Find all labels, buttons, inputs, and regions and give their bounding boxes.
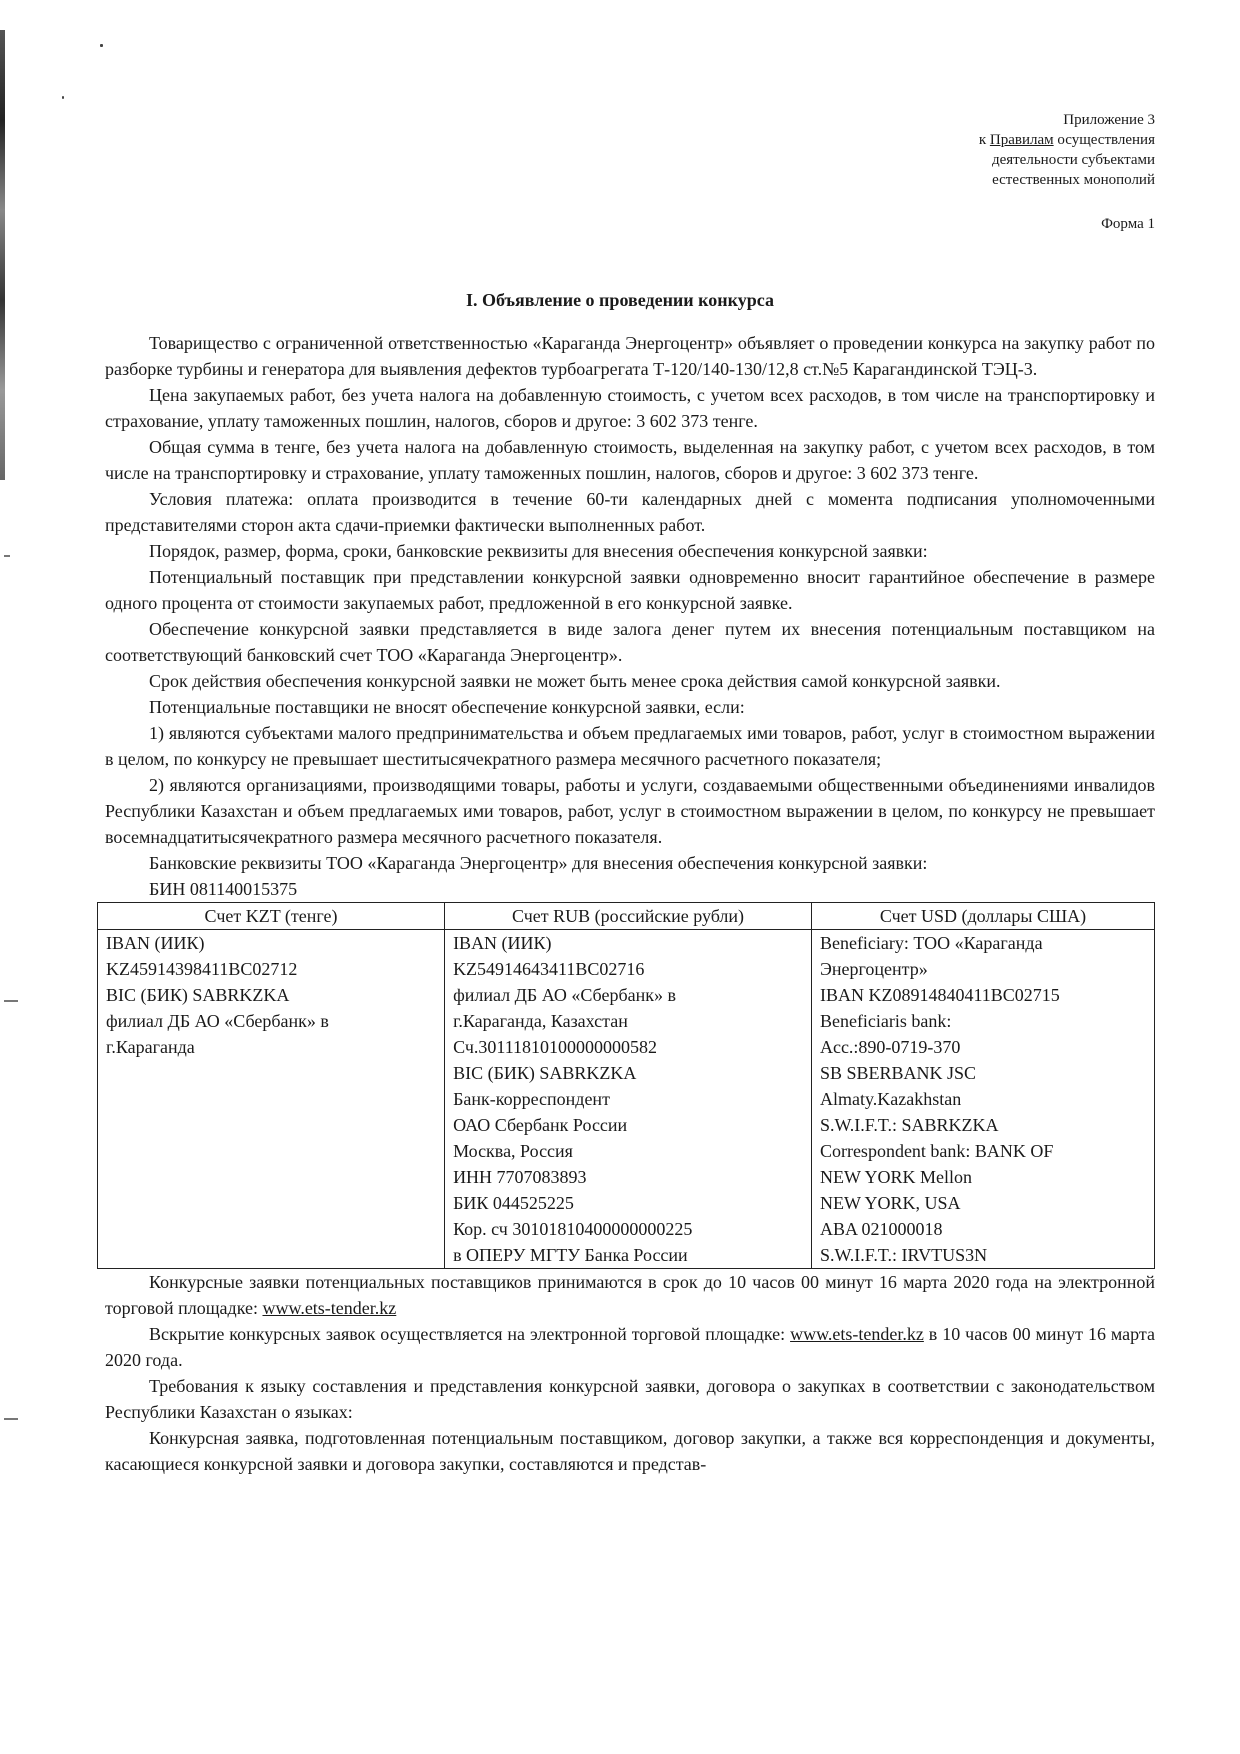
rub-line: Кор. сч 30101810400000000225 — [453, 1219, 693, 1239]
ets-tender-link[interactable]: www.ets-tender.kz — [790, 1324, 924, 1344]
usd-line: Correspondent bank: BANK OF — [819, 1141, 1054, 1161]
usd-line: Beneficiaris bank: — [819, 1011, 952, 1031]
kzt-line: BIC (БИК) SABRKZKA — [106, 985, 290, 1005]
header-rub: Счет RUB (российские рубли) — [445, 903, 812, 930]
appendix-line-3: деятельности субъектами — [991, 152, 1155, 168]
usd-cell — [811, 930, 1154, 1269]
paragraph-bank-details-intro: Банковские реквизиты ТОО «Караганда Энергоцентр» для внесения обеспечения конкурсной заявки: — [149, 853, 928, 873]
paragraph-price: Цена закупаемых работ, без учета налога на добавленную стоимость, с учетом всех расходов, в том числе на транспортировку и страхование, уплату таможенных пошлин, налогов, сборов и другое: 3 602 373 тенге. — [105, 385, 1155, 431]
usd-line: S.W.I.F.T.: IRVTUS3N — [819, 1245, 988, 1265]
kzt-cell — [98, 930, 445, 1269]
scan-speck — [62, 96, 64, 99]
rub-line: ИНН 7707083893 — [453, 1167, 587, 1187]
bank-details-table — [97, 902, 1155, 1269]
paragraph-language-details: Конкурсная заявка, подготовленная потенциальным поставщиком, договор закупки, а также вся корреспонденция и документы, касающиеся конкурсной заявки и договора закупки, составляются и представ- — [105, 1428, 1155, 1474]
paragraph-payment-terms: Условия платежа: оплата производится в течение 60-ти календарных дней с момента подписания уполномоченными представителями сторон акта сдачи-приемки фактически выполненных работ. — [105, 489, 1155, 535]
usd-line: S.W.I.F.T.: SABRKZKA — [819, 1115, 999, 1135]
paragraph-security-order: Порядок, размер, форма, сроки, банковские реквизиты для внесения обеспечения конкурсной заявки: — [149, 541, 928, 561]
ets-tender-link[interactable]: www.ets-tender.kz — [262, 1298, 397, 1318]
kzt-line: филиал ДБ АО «Сбербанк» в — [106, 1011, 329, 1031]
appendix-header — [775, 110, 1155, 190]
rub-line: KZ54914643411BC02716 — [453, 959, 645, 979]
usd-line: Acc.:890-0719-370 — [819, 1037, 961, 1057]
usd-line: ABA 021000018 — [819, 1219, 943, 1239]
appendix-rules-line: к Правилам осуществления — [978, 132, 1155, 148]
paragraph-opening: Вскрытие конкурсных заявок осуществляется на электронной торговой площадке: www.ets-tender.kz в 10 часов 00 минут 16 марта 2020 года. — [105, 1324, 1155, 1370]
scan-mark — [4, 1418, 18, 1420]
paragraph-announcement: Товарищество с ограниченной ответственностью «Караганда Энергоцентр» объявляет о проведении конкурса на закупку работ по разборке турбины и генератора для выявления дефектов турбоагрегата Т-120/140-130/12,8 ст.№5 Карагандинской ТЭЦ-3. — [105, 333, 1155, 379]
paragraph-exemption-2: 2) являются организациями, производящими товары, работы и услуги, создаваемыми общественными объединениями инвалидов Республики Казахстан и объем предлагаемых ими товаров, работ, услуг в стоимостном выражении в целом, по конкурсу не превышает восемнадцатитысячекратного размера месячного расчетного показателя. — [105, 775, 1155, 847]
paragraph-exemption-1: 1) являются субъектами малого предпринимательства и объем предлагаемых ими товаров, работ, услуг в стоимостном выражении в целом, по конкурсу не превышает шеститысячекратного размера месячного расчетного показателя; — [105, 723, 1155, 769]
rub-line: БИК 044525225 — [453, 1193, 574, 1213]
bin-number: БИН 081140015375 — [149, 879, 298, 899]
rub-cell — [445, 930, 812, 1269]
document-title: I. Объявление о проведении конкурса — [465, 290, 775, 310]
scan-speck — [100, 44, 103, 47]
paragraph-language-requirements: Требования к языку составления и представления конкурсной заявки, договора о закупках в соответствии с законодательством Республики Казахстан о языках: — [105, 1376, 1155, 1422]
rub-line: Москва, Россия — [453, 1141, 573, 1161]
paragraph-submission-deadline: Конкурсные заявки потенциальных поставщиков принимаются в срок до 10 часов 00 минут 16 марта 2020 года на электронной торговой площадке: www.ets-tender.kz — [105, 1272, 1155, 1318]
usd-line: IBAN KZ08914840411BC02715 — [819, 985, 1060, 1005]
table-row — [98, 930, 1155, 1269]
scan-mark — [4, 1000, 18, 1002]
rub-line: филиал ДБ АО «Сбербанк» в — [453, 985, 676, 1005]
table-header-row — [98, 903, 1155, 930]
usd-line: Beneficiary: ТОО «Караганда — [819, 933, 1043, 953]
kzt-line: г.Караганда — [106, 1037, 195, 1057]
paragraph-total-sum: Общая сумма в тенге, без учета налога на добавленную стоимость, выделенная на закупку работ, с учетом всех расходов, в том числе на транспортировку и страхование, уплату таможенных пошлин, налогов, сборов и другое: 3 602 373 тенге. — [105, 437, 1155, 483]
paragraph-pledge: Обеспечение конкурсной заявки представляется в виде залога денег путем их внесения потенциальным поставщиком на соответствующий банковский счет ТОО «Караганда Энергоцентр». — [105, 619, 1155, 665]
rub-line: BIC (БИК) SABRKZKA — [453, 1063, 637, 1083]
usd-line: NEW YORK Mellon — [819, 1167, 972, 1187]
scan-mark — [4, 555, 10, 557]
form-number: Форма 1 — [1101, 216, 1155, 232]
header-usd: Счет USD (доллары США) — [811, 903, 1154, 930]
scan-edge-artifact — [0, 30, 5, 480]
usd-line: SB SBERBANK JSC — [819, 1063, 977, 1083]
rules-link[interactable]: Правилам — [989, 132, 1054, 148]
rub-line: Банк-корреспондент — [453, 1089, 610, 1109]
kzt-line: IBAN (ИИК) — [106, 933, 205, 953]
rub-line: ОАО Сбербанк России — [453, 1115, 628, 1135]
usd-line: Almaty.Kazakhstan — [819, 1089, 962, 1109]
paragraph-guarantee: Потенциальный поставщик при представлении конкурсной заявки одновременно вносит гарантийное обеспечение в размере одного процента от стоимости закупаемых работ, предложенной в его конкурсной заявке. — [105, 567, 1155, 613]
document-body — [105, 330, 1155, 1477]
appendix-number: Приложение 3 — [1063, 112, 1155, 128]
usd-line: Энергоцентр» — [819, 959, 928, 979]
paragraph-validity: Срок действия обеспечения конкурсной заявки не может быть менее срока действия самой конкурсной заявки. — [149, 671, 1001, 691]
rub-line: IBAN (ИИК) — [453, 933, 552, 953]
paragraph-exemptions: Потенциальные поставщики не вносят обеспечение конкурсной заявки, если: — [149, 697, 745, 717]
rub-line: г.Караганда, Казахстан — [453, 1011, 628, 1031]
rub-line: в ОПЕРУ МГТУ Банка России — [453, 1245, 688, 1265]
header-kzt: Счет KZT (тенге) — [98, 903, 445, 930]
appendix-line-4: естественных монополий — [992, 172, 1155, 188]
usd-line: NEW YORK, USA — [819, 1193, 961, 1213]
kzt-line: KZ45914398411BC02712 — [106, 959, 298, 979]
rub-line: Сч.30111810100000000582 — [453, 1037, 658, 1057]
